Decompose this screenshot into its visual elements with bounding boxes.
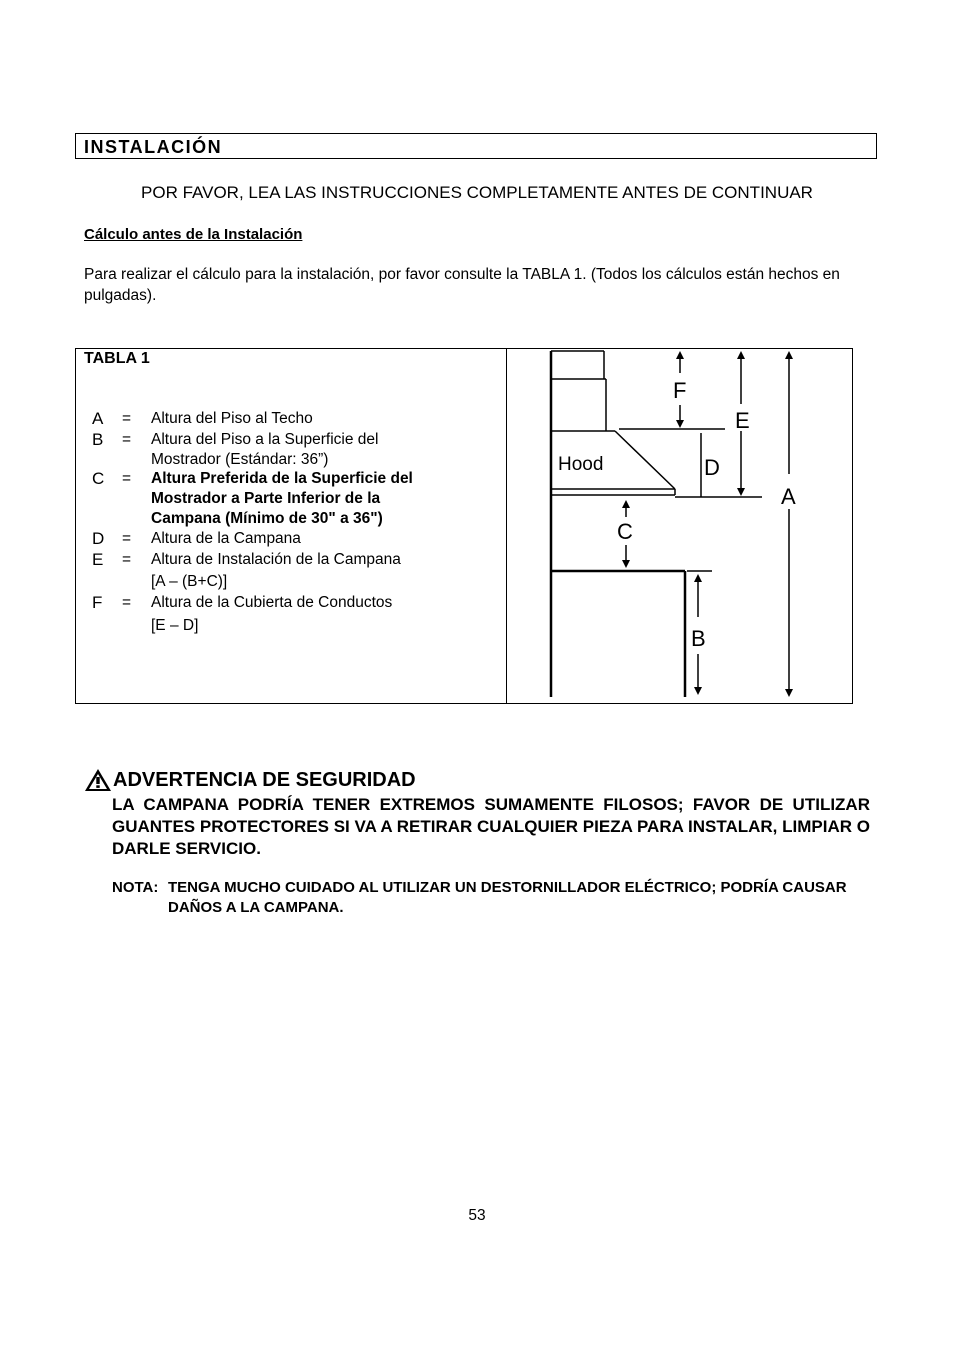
definition-equals: = bbox=[122, 410, 132, 427]
definition-letter: E bbox=[92, 550, 104, 569]
arrow-e-head-down bbox=[737, 488, 745, 496]
arrow-a-head-up bbox=[785, 351, 793, 359]
note-label: NOTA: bbox=[112, 879, 159, 896]
arrow-c-head-up bbox=[622, 500, 630, 508]
hood-installation-diagram bbox=[507, 349, 852, 703]
definition-text: Altura de Instalación de la Campana bbox=[151, 551, 401, 568]
definition-text: Altura de la Campana bbox=[151, 530, 301, 547]
definition-letter: D bbox=[92, 529, 105, 548]
definition-equals: = bbox=[122, 470, 132, 487]
diagram-label-a: A bbox=[781, 484, 796, 509]
diagram-label-f: F bbox=[673, 378, 687, 403]
arrow-b-head-down bbox=[694, 687, 702, 695]
definition-equals: = bbox=[122, 530, 132, 547]
definition-equals: = bbox=[122, 594, 132, 611]
arrow-c-head-down bbox=[622, 560, 630, 568]
definition-text: Altura de la Cubierta de Conductos bbox=[151, 594, 393, 611]
diagram-label-hood: Hood bbox=[558, 454, 604, 475]
arrow-f-head-down bbox=[676, 420, 684, 428]
definition-letter: A bbox=[92, 409, 104, 428]
diagram-label-e: E bbox=[735, 408, 750, 433]
definition-text: Altura del Piso al Techo bbox=[151, 410, 313, 427]
arrow-e-head-up bbox=[737, 351, 745, 359]
hood-slope bbox=[615, 431, 675, 489]
arrow-b-head-up bbox=[694, 574, 702, 582]
section-header bbox=[75, 133, 877, 159]
arrow-f-head-up bbox=[676, 351, 684, 359]
page-number: 53 bbox=[468, 1207, 486, 1224]
note-text: TENGA MUCHO CUIDADO AL UTILIZAR UN DESTORNILLADOR ELÉCTRICO; PODRÍA CAUSAR DAÑOS A LA CAMPANA. bbox=[168, 879, 847, 916]
table-title: TABLA 1 bbox=[84, 350, 150, 367]
diagram-label-d: D bbox=[704, 455, 720, 480]
warning-body: LA CAMPANA PODRÍA TENER EXTREMOS SUMAMENTE FILOSOS; FAVOR DE UTILIZAR GUANTES PROTECTORES SI VA A RETIRAR CUALQUIER PIEZA PARA INSTALAR, LIMPIAR O DARLE SERVICIO. bbox=[112, 795, 870, 858]
definition-letter: F bbox=[92, 593, 103, 612]
definition-formula: [A – (B+C)] bbox=[151, 573, 228, 590]
calc-paragraph: Para realizar el cálculo para la instalación, por favor consulte la TABLA 1. (Todos los cálculos están hechos en pulgadas). bbox=[84, 266, 840, 304]
diagram-label-c: C bbox=[617, 519, 633, 544]
warning-title bbox=[84, 768, 416, 792]
note bbox=[112, 878, 872, 918]
definition-formula: [E – D] bbox=[151, 617, 199, 634]
diagram-label-b: B bbox=[691, 626, 706, 651]
calc-heading: Cálculo antes de la Instalación bbox=[84, 226, 303, 243]
definition-equals: = bbox=[122, 551, 132, 568]
definition-text: Altura del Piso a la Superficie del Mostrador (Estándar: 36”) bbox=[151, 431, 379, 468]
table-1 bbox=[75, 348, 853, 704]
definition-text: Altura Preferida de la Superficie del Mostrador a Parte Inferior de la Campana (Mínimo de 30" a 36") bbox=[151, 470, 413, 527]
warning-title-text: ADVERTENCIA DE SEGURIDAD bbox=[113, 768, 416, 791]
warning-triangle-icon bbox=[84, 768, 112, 792]
definition-letter: C bbox=[92, 469, 105, 488]
definition-equals: = bbox=[122, 431, 132, 448]
definition-letter: B bbox=[92, 430, 104, 449]
intro-instruction: POR FAVOR, LEA LAS INSTRUCCIONES COMPLETAMENTE ANTES DE CONTINUAR bbox=[141, 183, 813, 202]
arrow-a-head-down bbox=[785, 689, 793, 697]
section-title: INSTALACIÓN bbox=[84, 137, 223, 157]
